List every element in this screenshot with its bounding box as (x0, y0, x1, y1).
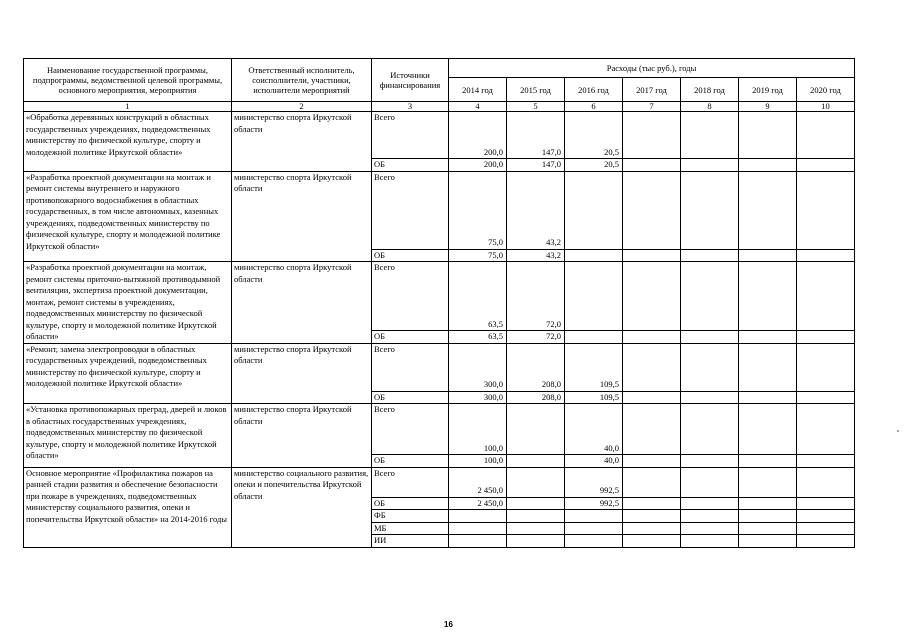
expense-value (739, 331, 797, 344)
expense-value (507, 467, 565, 497)
index-cell: 9 (739, 102, 797, 112)
header-year: 2015 год (507, 78, 565, 102)
header-executor: Ответственный исполнитель, соисполнители, участники, исполнители мероприятий (232, 59, 372, 102)
expense-value: 72,0 (507, 331, 565, 344)
expense-value (681, 510, 739, 523)
funding-source: ОБ (372, 249, 449, 262)
expense-value (681, 522, 739, 535)
expense-value (681, 535, 739, 548)
expense-value (565, 510, 623, 523)
expense-value (681, 249, 739, 262)
expense-value (739, 535, 797, 548)
expense-value (739, 112, 797, 159)
expense-value (565, 535, 623, 548)
expense-value: 75,0 (449, 171, 507, 249)
expense-value: 63,5 (449, 331, 507, 344)
header-year: 2019 год (739, 78, 797, 102)
expense-value (739, 262, 797, 331)
header-year: 2020 год (797, 78, 855, 102)
expense-value (681, 159, 739, 172)
funding-source: МБ (372, 522, 449, 535)
funding-source: Всего (372, 171, 449, 249)
expense-value (797, 249, 855, 262)
expense-value (681, 404, 739, 455)
expense-value (739, 249, 797, 262)
expense-value: 200,0 (449, 159, 507, 172)
expenses-table (23, 58, 855, 548)
funding-source: ОБ (372, 455, 449, 468)
funding-source: ОБ (372, 497, 449, 510)
expense-value (565, 171, 623, 249)
expense-value (623, 467, 681, 497)
table-body (24, 112, 855, 548)
expense-value (739, 467, 797, 497)
expense-value (507, 455, 565, 468)
expense-value: 300,0 (449, 343, 507, 391)
expense-value (797, 535, 855, 548)
expense-value (565, 331, 623, 344)
expense-value (507, 404, 565, 455)
executor: министерство спорта Иркутской области (232, 112, 372, 172)
header-year: 2014 год (449, 78, 507, 102)
table-row (24, 343, 855, 391)
expense-value (623, 391, 681, 404)
expense-value: 208,0 (507, 343, 565, 391)
expense-value (739, 510, 797, 523)
expense-value: 200,0 (449, 112, 507, 159)
expense-value (797, 262, 855, 331)
expense-value: 2 450,0 (449, 467, 507, 497)
header-expenses: Расходы (тыс руб.), годы (449, 59, 855, 78)
table-row (24, 262, 855, 331)
expense-value (797, 331, 855, 344)
expense-value (739, 171, 797, 249)
expense-value (623, 510, 681, 523)
table-row (24, 467, 855, 497)
expense-value (739, 497, 797, 510)
expense-value (507, 510, 565, 523)
expense-value (739, 159, 797, 172)
expense-value (739, 455, 797, 468)
expense-value: 40,0 (565, 404, 623, 455)
header-year: 2016 год (565, 78, 623, 102)
expense-value (739, 391, 797, 404)
expense-value (797, 343, 855, 391)
activity-name: «Разработка проектной документации на монтаж и ремонт системы внутреннего и наружного противопожарного водоснабжения в областных государственных, в том числе автономных, казенных учреждениях, подведомственных министерству по физической культуре, спорту и молодежной политике Иркутской области» (24, 171, 232, 262)
expense-value: 63,5 (449, 262, 507, 331)
expense-value (623, 535, 681, 548)
expense-value (623, 331, 681, 344)
expense-value (623, 159, 681, 172)
expense-value (623, 522, 681, 535)
table-row (24, 112, 855, 159)
index-cell: 5 (507, 102, 565, 112)
funding-source: Всего (372, 262, 449, 331)
expense-value: 43,2 (507, 249, 565, 262)
index-cell: 4 (449, 102, 507, 112)
activity-name: «Ремонт, замена электропроводки в областных государственных учреждений, подведомственных министерству по физической культуре, спорту и молодежной политике Иркутской области» (24, 343, 232, 404)
expense-value: 40,0 (565, 455, 623, 468)
index-cell: 3 (372, 102, 449, 112)
expense-value (623, 262, 681, 331)
expense-value (797, 497, 855, 510)
expense-value (681, 391, 739, 404)
expense-value (507, 497, 565, 510)
funding-source: Всего (372, 343, 449, 391)
funding-source: ОБ (372, 159, 449, 172)
expense-value (739, 404, 797, 455)
funding-source: Всего (372, 404, 449, 455)
executor: министерство спорта Иркутской области (232, 171, 372, 262)
expense-value (449, 535, 507, 548)
expense-value (623, 171, 681, 249)
expense-value: 147,0 (507, 112, 565, 159)
expense-value (797, 510, 855, 523)
expense-value (681, 171, 739, 249)
executor: министерство спорта Иркутской области (232, 404, 372, 468)
expense-value (739, 522, 797, 535)
scan-speck (897, 430, 899, 432)
activity-name: «Разработка проектной документации на монтаж, ремонт системы приточно-вытяжной противодымной вентиляции, экспертиза проектной документации, монтаж, ремонт системы в учреждениях, подведомственных министерству по физической культуре, спорту и молодежной политике Иркутской области» (24, 262, 232, 344)
expense-value: 75,0 (449, 249, 507, 262)
activity-name: «Установка противопожарных преград, дверей и люков в областных государственных учреждениях, подведомственных министерству по физической культуре, спорту и молодежной политике Иркутской области» (24, 404, 232, 468)
expense-value (797, 404, 855, 455)
header-year: 2017 год (623, 78, 681, 102)
expense-value: 208,0 (507, 391, 565, 404)
expense-value (797, 467, 855, 497)
index-cell: 8 (681, 102, 739, 112)
expense-value (681, 497, 739, 510)
expense-value (623, 497, 681, 510)
expense-value (449, 510, 507, 523)
expense-value (681, 112, 739, 159)
page-number: 16 (444, 620, 453, 629)
expense-value (623, 404, 681, 455)
header-year: 2018 год (681, 78, 739, 102)
expense-value (623, 112, 681, 159)
funding-source: Всего (372, 467, 449, 497)
expense-value: 20,5 (565, 159, 623, 172)
expense-value (681, 262, 739, 331)
expense-value: 72,0 (507, 262, 565, 331)
expense-value: 109,5 (565, 343, 623, 391)
expense-value (507, 535, 565, 548)
expense-value (681, 331, 739, 344)
funding-source: ОБ (372, 331, 449, 344)
expense-value: 109,5 (565, 391, 623, 404)
header-name: Наименование государственной программы, подпрограммы, ведомственной целевой программы, основного мероприятия, мероприятия (24, 59, 232, 102)
executor: министерство спорта Иркутской области (232, 262, 372, 344)
header-source: Источники финансирования (372, 59, 449, 102)
expense-value (739, 343, 797, 391)
expense-value (623, 249, 681, 262)
funding-source: Всего (372, 112, 449, 159)
index-cell: 6 (565, 102, 623, 112)
index-cell: 10 (797, 102, 855, 112)
funding-source: ФБ (372, 510, 449, 523)
expense-value (681, 467, 739, 497)
expense-value: 992,5 (565, 497, 623, 510)
funding-source: ИИ (372, 535, 449, 548)
activity-name: «Обработка деревянных конструкций в областных государственных учреждениях, подведомственных министерству по физической культуре, спорту и молодежной политике Иркутской области» (24, 112, 232, 172)
expense-value (565, 262, 623, 331)
expense-value: 20,5 (565, 112, 623, 159)
expense-value (797, 391, 855, 404)
funding-source: ОБ (372, 391, 449, 404)
expense-value: 147,0 (507, 159, 565, 172)
expense-value: 43,2 (507, 171, 565, 249)
index-cell: 2 (232, 102, 372, 112)
expense-value (797, 159, 855, 172)
expense-value (797, 522, 855, 535)
expense-value (565, 522, 623, 535)
expense-value (623, 343, 681, 391)
expense-value: 100,0 (449, 455, 507, 468)
executor: министерство спорта Иркутской области (232, 343, 372, 404)
expense-value (449, 522, 507, 535)
expense-value (507, 522, 565, 535)
expense-value (797, 455, 855, 468)
expense-value (797, 171, 855, 249)
table-row (24, 171, 855, 249)
expense-value (681, 455, 739, 468)
expense-value (623, 455, 681, 468)
activity-name: Основное мероприятие «Профилактика пожаров на ранней стадии развития и обеспечение безопасности при пожаре в учреждениях, подведомственных министерству социального развития, опеки и попечительства Иркутской области» на 2014-2016 годы (24, 467, 232, 547)
table-row (24, 404, 855, 455)
expense-value (681, 343, 739, 391)
expense-value: 100,0 (449, 404, 507, 455)
executor: министерство социального развития, опеки и попечительства Иркутской области (232, 467, 372, 547)
index-cell: 1 (24, 102, 232, 112)
index-cell: 7 (623, 102, 681, 112)
expense-value (565, 249, 623, 262)
expense-value (797, 112, 855, 159)
expense-value: 300,0 (449, 391, 507, 404)
expense-value: 2 450,0 (449, 497, 507, 510)
expense-value: 992,5 (565, 467, 623, 497)
